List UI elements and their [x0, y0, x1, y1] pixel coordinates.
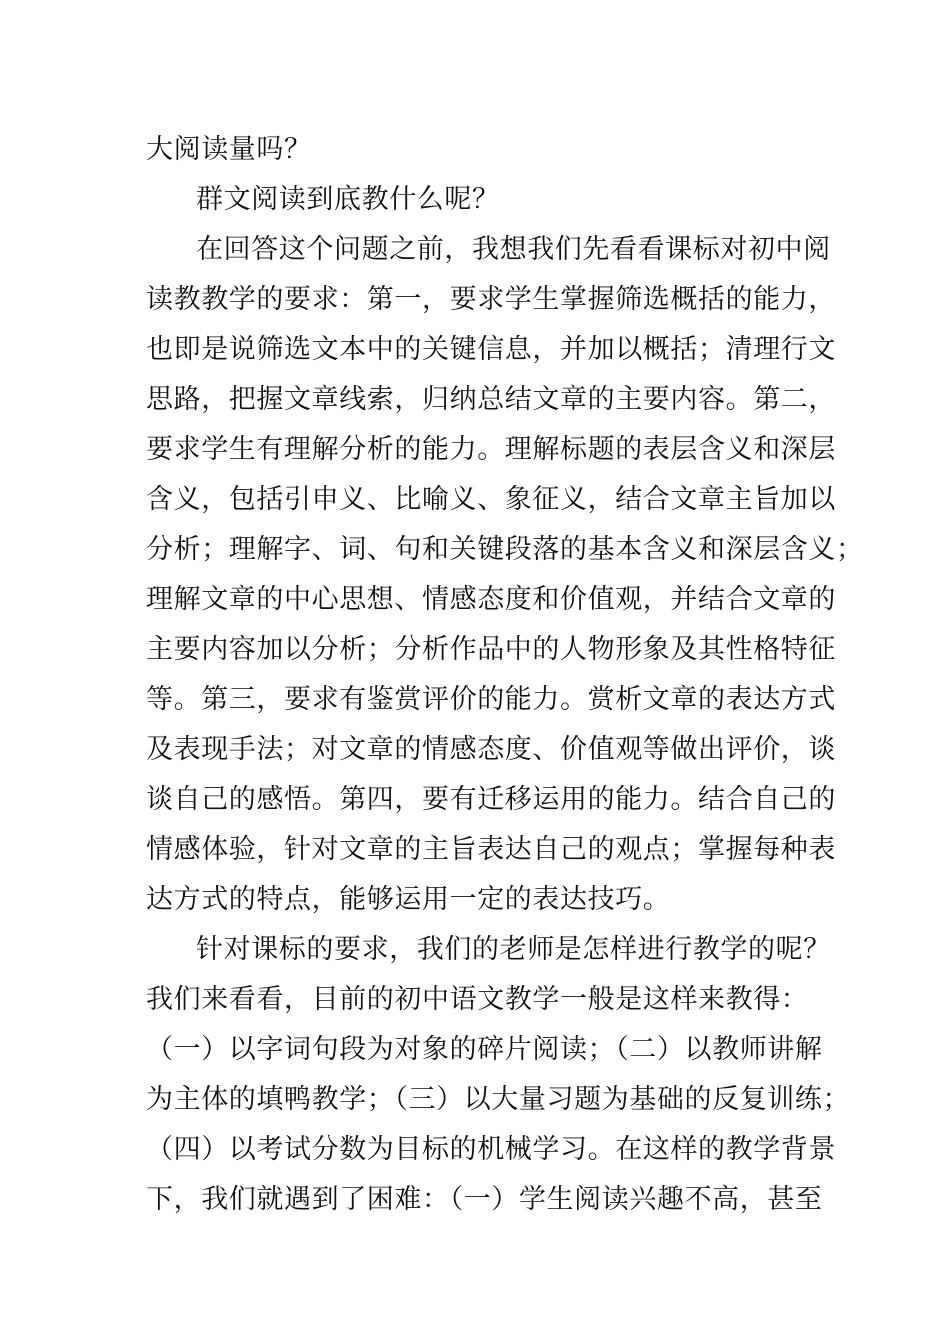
- text-line: 等。第三，要求有鉴赏评价的能力。赏析文章的表达方式: [146, 684, 836, 715]
- text-line: 主要内容加以分析；分析作品中的人物形象及其性格特征: [146, 634, 836, 665]
- text-line: 也即是说筛选文本中的关键信息，并加以概括；清理行文: [146, 334, 836, 365]
- text-line: 要求学生有理解分析的能力。理解标题的表层含义和深层: [146, 434, 836, 465]
- text-line: 群文阅读到底教什么呢？: [196, 184, 500, 215]
- text-line: 分析；理解字、词、句和关键段落的基本含义和深层含义；: [146, 534, 864, 565]
- text-line: 情感体验，针对文章的主旨表达自己的观点；掌握每种表: [146, 834, 836, 865]
- text-line: 我们来看看，目前的初中语文教学一般是这样来教得：: [146, 984, 809, 1015]
- text-line: 在回答这个问题之前，我想我们先看看课标对初中阅: [196, 234, 831, 265]
- text-line: 及表现手法；对文章的情感态度、价值观等做出评价，谈: [146, 734, 836, 765]
- text-line: （四）以考试分数为目标的机械学习。在这样的教学背景: [146, 1134, 836, 1165]
- text-line: 针对课标的要求，我们的老师是怎样进行教学的呢？: [196, 934, 831, 965]
- text-line: （一）以字词句段为对象的碎片阅读；（二）以教师讲解: [146, 1034, 823, 1065]
- text-line: 思路，把握文章线索，归纳总结文章的主要内容。第二，: [146, 384, 836, 415]
- text-line: 为主体的填鸭教学；（三）以大量习题为基础的反复训练；: [146, 1084, 851, 1115]
- text-line: 谈自己的感悟。第四，要有迁移运用的能力。结合自己的: [146, 784, 836, 815]
- text-line: 大阅读量吗？: [146, 134, 312, 165]
- text-line: 下，我们就遇到了困难：（一）学生阅读兴趣不高，甚至: [146, 1184, 823, 1215]
- text-line: 理解文章的中心思想、情感态度和价值观，并结合文章的: [146, 584, 836, 615]
- text-line: 达方式的特点，能够运用一定的表达技巧。: [146, 884, 671, 915]
- text-line: 含义，包括引申义、比喻义、象征义，结合文章主旨加以: [146, 484, 836, 515]
- text-line: 读教教学的要求：第一，要求学生掌握筛选概括的能力，: [146, 284, 836, 315]
